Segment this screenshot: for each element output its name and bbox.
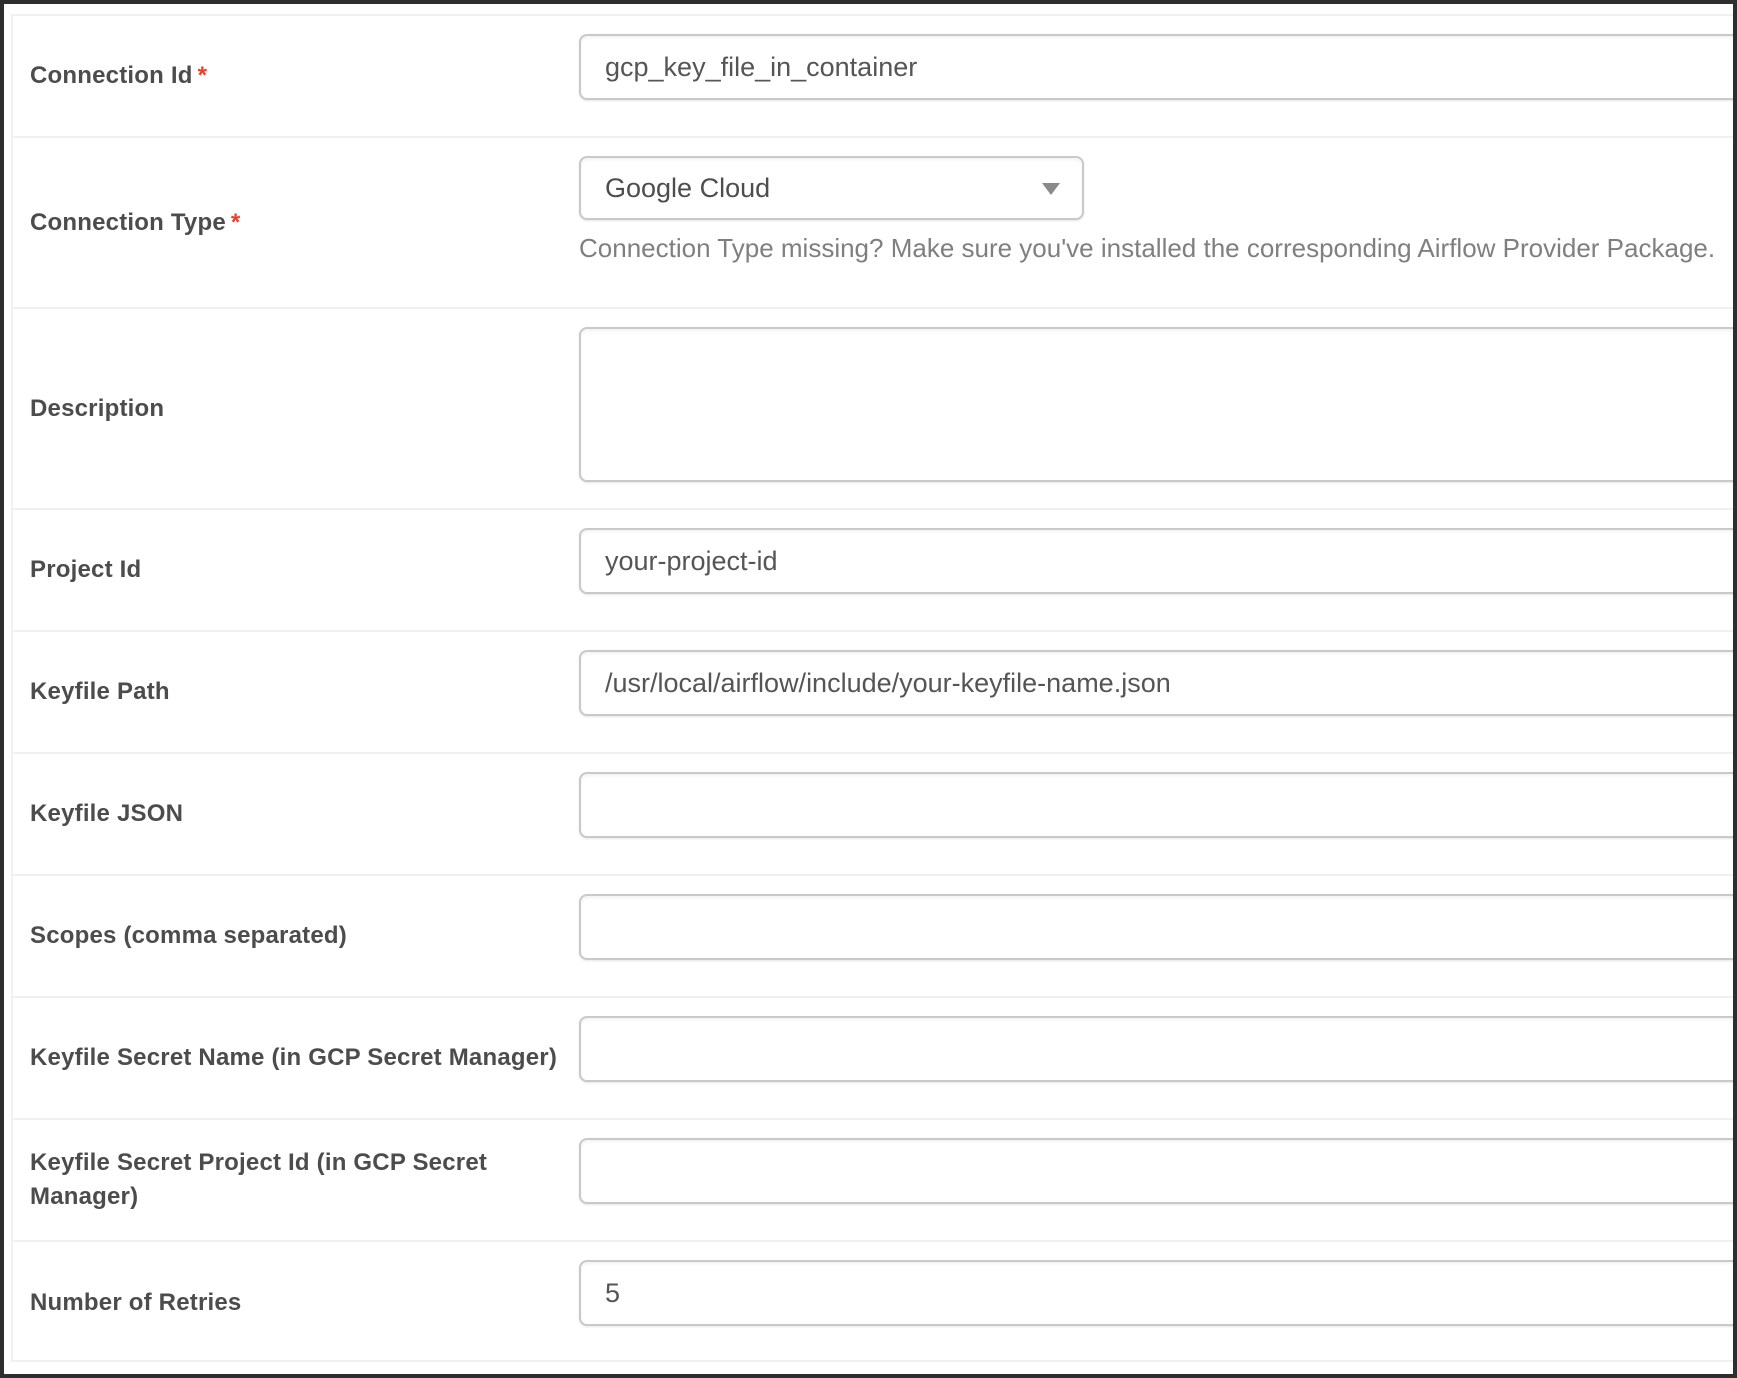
form-row-keyfile-secret-name (13, 998, 1737, 1120)
label-cell (13, 510, 579, 630)
label-cell (13, 16, 579, 136)
form-row-connection-type (13, 138, 1737, 309)
connection-form-panel (11, 14, 1737, 1362)
label-cell (13, 876, 579, 996)
control-cell (579, 510, 1737, 630)
label-cell (13, 632, 579, 752)
form-row-number-of-retries (13, 1242, 1737, 1364)
keyfile-secret-project-id-input[interactable] (579, 1138, 1737, 1204)
connection-type-select[interactable] (579, 156, 1084, 220)
required-asterisk: * (230, 208, 241, 236)
field-label: Project Id (30, 556, 142, 583)
control-cell (579, 754, 1737, 874)
connection-type-selected-option: Google Cloud (605, 172, 771, 203)
field-label: Keyfile Secret Project Id (in GCP Secret Manager) (30, 1149, 488, 1210)
project-id-input[interactable] (579, 528, 1737, 594)
form-row-project-id (13, 510, 1737, 632)
keyfile-secret-name-input[interactable] (579, 1016, 1737, 1082)
form-row-connection-id (13, 16, 1737, 138)
field-label: Keyfile JSON (30, 800, 184, 827)
control-cell (579, 138, 1737, 307)
label-cell (13, 998, 579, 1118)
control-cell (579, 1120, 1737, 1240)
control-cell (579, 1242, 1737, 1364)
control-cell (579, 309, 1737, 508)
field-label: Keyfile Path (30, 678, 170, 705)
control-cell (579, 998, 1737, 1118)
field-label: Keyfile Secret Name (in GCP Secret Manager) (30, 1044, 558, 1071)
connection-id-input[interactable] (579, 34, 1737, 100)
field-label: Number of Retries (30, 1289, 242, 1316)
field-label: Scopes (comma separated) (30, 922, 347, 949)
label-cell (13, 138, 579, 307)
connection-type-helper-text: Connection Type missing? Make sure you've installed the corresponding Airflow Provider Package. (579, 233, 1716, 263)
keyfile-path-input[interactable] (579, 650, 1737, 716)
required-asterisk: * (197, 62, 208, 89)
form-row-keyfile-json (13, 754, 1737, 876)
label-cell (13, 754, 579, 874)
form-row-scopes (13, 876, 1737, 998)
label-cell (13, 1242, 579, 1364)
chevron-down-icon (1042, 183, 1060, 195)
label-cell (13, 1120, 579, 1240)
number-of-retries-input[interactable] (579, 1260, 1737, 1326)
control-cell (579, 632, 1737, 752)
scopes-input[interactable] (579, 894, 1737, 960)
control-cell (579, 16, 1737, 136)
form-row-keyfile-secret-project-id (13, 1120, 1737, 1242)
field-label-text: Connection Type (30, 208, 226, 236)
field-label (30, 206, 240, 240)
field-label (30, 59, 207, 93)
label-cell (13, 309, 579, 508)
field-label-text: Connection Id (30, 62, 193, 89)
control-cell (579, 876, 1737, 996)
keyfile-json-input[interactable] (579, 772, 1737, 838)
description-textarea[interactable] (579, 327, 1737, 482)
form-row-keyfile-path (13, 632, 1737, 754)
field-label: Description (30, 394, 165, 422)
form-row-description (13, 309, 1737, 510)
